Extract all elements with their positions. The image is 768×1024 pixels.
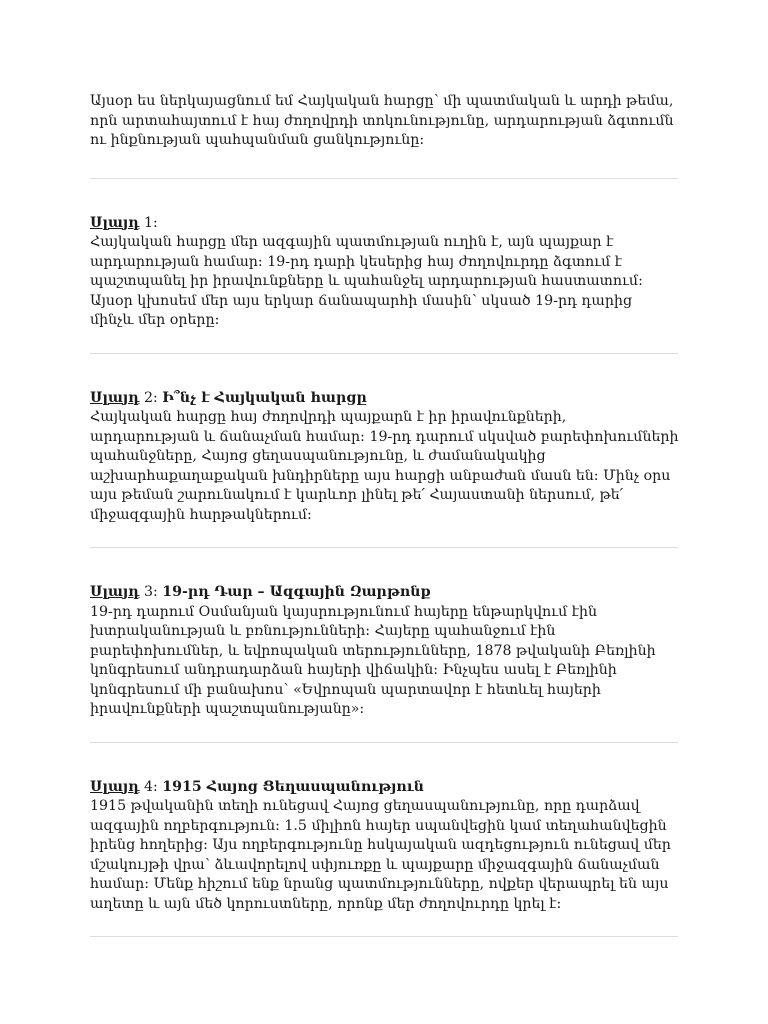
slide-number: 3: [139,584,163,600]
slide-body: 1915 թվականին տեղի ունեցավ Հայոց ցեղասպանությունը, որը դարձավ ազգային ողբերգություն: 1.5 միլիոն հայեր սպանվեցին կամ տեղահանվեցին իրենց հողերից: Այս ողբերգությունը հսկայական ազդեցություն ունեցավ մեր մշակույթի վրա՝ ձևավորելով սփյուռքը և պայքարը միջազգային ճանաչման համար: Մենք հիշում ենք նրանց պատմությունները, ովքեր վերապրել են այս աղետը և այն մեծ կորուստները, որոնք մեր ժողովուրդը կրել է: [90,798,671,912]
intro-paragraph: Այսօր ես ներկայացնում եմ Հայկական հարցը՝ մի պատմական և արդի թեմա, որն արտահայտում է հայ ժողովրդի տոկունությունը, արդարության ձգտումն ու ինքնության պահպանման ցանկությունը: [90,93,674,148]
slide-title [90,583,680,603]
slide-title [90,389,680,409]
slide-section-4 [90,778,680,915]
slide-section-2 [90,389,680,526]
document-page [90,92,680,937]
slide-section-1 [90,214,680,331]
divider [90,353,678,354]
divider [90,547,678,548]
slide-title [90,214,680,234]
divider [90,936,678,937]
slide-body: Հայկական հարցը մեր ազգային պատմության ուղին է, այն պայքար է արդարության համար: 19-րդ դարի կեսերից հայ ժողովուրդը ձգտում է պաշտպանել իր իրավունքները և պահանջել արդարության հաստատում: Այսօր կխոսեմ մեր այս երկար ճանապարհի մասին՝ սկսած 19-րդ դարից մինչև մեր օրերը: [90,234,643,328]
slide-word: Սլայդ [90,214,140,231]
slide-body: Հայկական հարցը հայ ժողովրդի պայքարն է իր իրավունքների, արդարության և ճանաչման համար: 19-րդ դարում սկսված բարեփոխումների պահանջները, Հայոց ցեղասպանությունը, և ժամանակակից աշխարհաքաղաքական խնդիրները այս հարցի անբաժան մասն են: Մինչ օրս այս թեման շարունակում է կարևոր լինել թե՛ Հայաստանի ներսում, թե՛ միջազգային հարթակներում: [90,409,679,523]
divider [90,178,678,179]
slide-title [90,778,680,798]
slide-word: Սլայդ [90,778,140,795]
slide-number: 2: [139,389,163,406]
slide-heading: 19-րդ Դար – Ազգային Զարթոնք [162,584,431,600]
slide-body: 19-րդ դարում Օսմանյան կայսրությունում հայերը ենթարկվում էին խտրականության և բռնությունների: Հայերը պահանջում էին բարեփոխումներ, և եվրոպական տերությունները, 1878 թվականի Բեռլինի կոնգրեսում անդրադարձան հայերի վիճակին: Ինչպես ասել է Բեռլինի կոնգրեսում մի բանախոս՝ «Եվրոպան պարտավոր է հետևել հայերի իրավունքների պաշտպանությանը»: [90,603,656,717]
slide-heading: 1915 Հայոց Ցեղասպանություն [162,778,424,795]
divider [90,742,678,743]
slide-number: 4: [139,778,163,795]
slide-word: Սլայդ [90,389,140,406]
slide-section-3 [90,583,680,720]
slide-number: 1: [139,214,158,231]
slide-word: Սլայդ [90,584,140,600]
slide-heading: Ի՞նչ է Հայկական հարցը [162,389,367,406]
